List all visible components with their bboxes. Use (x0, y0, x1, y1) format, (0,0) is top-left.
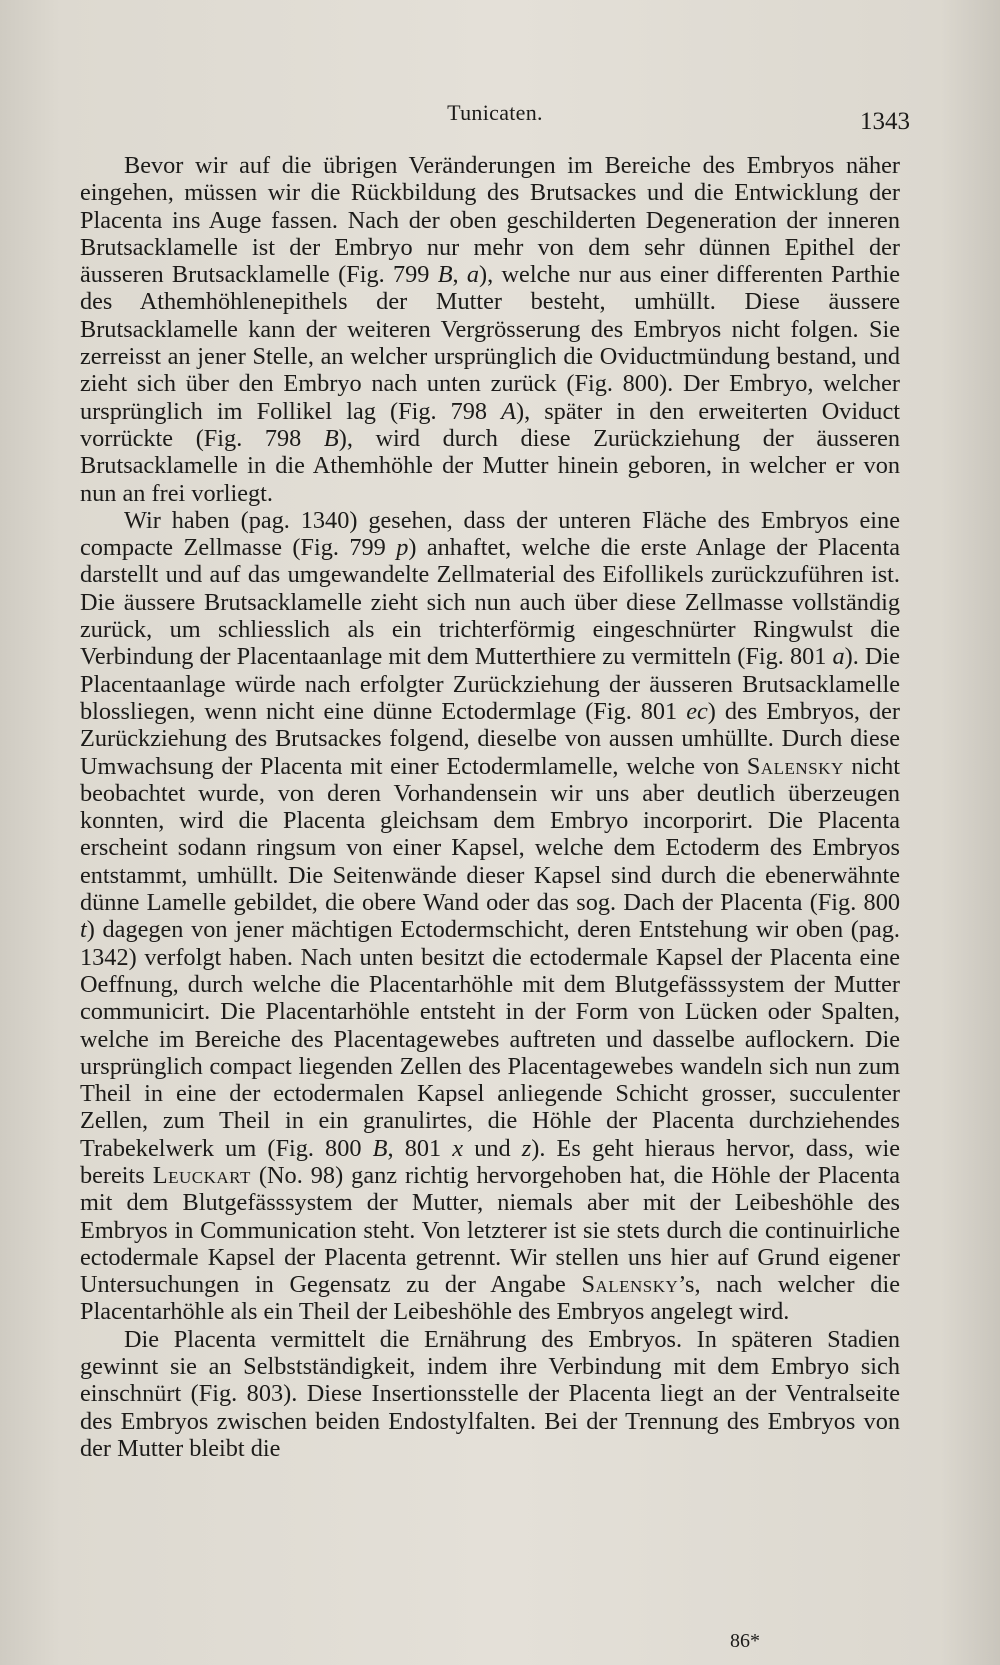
page-number: 1343 (860, 108, 910, 135)
text-run: , (452, 261, 467, 289)
text-run: ), wird durch diese Zurückziehung der äusseren Brutsacklamelle in die Athemhöhle der Mutter hinein geboren, in welcher er von nun an frei vorliegt. (80, 424, 901, 507)
signature-mark: 86* (730, 1630, 760, 1652)
figure-reference: B (323, 424, 339, 452)
figure-reference: B (372, 1134, 388, 1162)
text-run: ). Die Placentaanlage würde nach erfolgter Zurückziehung der äusseren Brutsacklamelle blossliegen, wenn nicht eine dünne Ectodermlage (Fig. 801 (80, 643, 900, 725)
figure-reference: A (501, 397, 516, 425)
figure-reference: a (832, 643, 845, 671)
figure-reference: t (80, 916, 87, 944)
figure-reference: ec (686, 697, 708, 725)
text-run: Wir haben (pag. 1340) gesehen, dass der unteren Fläche des Embryos eine compacte Zellmasse (Fig. 799 (80, 506, 900, 562)
text-run: ’s, nach welcher die Placentarhöhle als ein Theil der Leibeshöhle des Embryos angelegt wird. (80, 1271, 900, 1326)
author-name: Salensky (581, 1271, 679, 1299)
figure-reference: B (437, 261, 453, 289)
text-run: Bevor wir auf die übrigen Veränderungen im Bereiche des Embryos näher eingehen, müssen wir die Rückbildung des Brutsackes und die Entwicklung der Placenta ins Auge fassen. Nach der oben geschilderten Degeneration der inneren Brutsacklamelle ist der Embryo nur mehr von dem sehr dünnen Epithel der äusseren Brutsacklamelle (Fig. 799 (80, 152, 900, 289)
author-name: Salensky (746, 752, 844, 780)
text-run: ), welche nur aus einer differenten Parthie des Athemhöhlenepithels der Mutter besteht, umhüllt. Diese äussere Brutsacklamelle kann der weiteren Vergrösserung des Embryos nicht folgen. Sie zerreisst an jener Stelle, an welcher ursprünglich die Oviductmündung bestand, und zieht sich über den Embryo nach unten zurück (Fig. 800). Der Embryo, welcher ursprünglich im Follikel lag (Fig. 798 (80, 261, 900, 425)
text-run: ), später in den erweiterten Oviduct vorrückte (Fig. 798 (80, 397, 900, 452)
text-run: ) anhaftet, welche die erste Anlage der Placenta darstellt und auf das umgewandelte Zellmaterial des Eifollikels zurückzuführen ist. Die äussere Brutsacklamelle zieht sich nun auch über diese Zellmasse vollständig zurück, um schliesslich als ein trichterförmig eingeschnürter Ringwulst die Verbindung der Placentaanlage mit dem Mutterthiere zu vermitteln (Fig. 801 (80, 534, 900, 671)
text-run: ) dagegen von jener mächtigen Ectodermschicht, deren Entstehung wir oben (pag. 1342) verfolgt haben. Nach unten besitzt die ectodermale Kapsel der Placenta eine Oeffnung, durch welche die Placentarhöhle mit dem Blutgefässsystem der Mutter communicirt. Die Placentarhöhle entsteht in der Form von Lücken oder Spalten, welche im Bereiche des Placentagewebes auftreten und dasselbe auflockern. Die ursprünglich compact liegenden Zellen des Placentagewebes wandeln sich nun zum Theil in eine der ectodermalen Kapsel anliegende Schicht grosser, succulenter Zellen, zum Theil in ein granulirtes, die Höhle der Placenta durchziehendes Trabekelwerk um (Fig. 800 (80, 916, 900, 1162)
text-run: ) des Embryos, der Zurückziehung des Brutsackes folgend, dieselbe von aussen umhüllte. Durch diese Umwachsung der Placenta mit einer Ectodermlamelle, welche von (80, 697, 900, 780)
paragraph (80, 1326, 900, 1462)
text-run: (No. 98) ganz richtig hervorgehoben hat, die Höhle der Placenta mit dem Blutgefässsystem der Mutter, niemals aber mit der Leibeshöhle des Embryos in Communication steht. Von letzterer ist sie stets durch die continuirliche ectodermale Kapsel der Placenta getrennt. Wir stellen uns hier auf Grund eigener Untersuchungen in Gegensatz zu der Angabe (80, 1161, 900, 1299)
running-head: Tunicaten. (447, 100, 543, 125)
page-header (80, 100, 910, 140)
text-run: ). Es geht hieraus hervor, dass, wie bereits (80, 1134, 900, 1189)
figure-reference: p (396, 534, 409, 562)
body-text (80, 152, 900, 1462)
paragraph (80, 152, 900, 507)
text-run: nicht beobachtet wurde, von deren Vorhandensein wir uns aber deutlich überzeugen konnten, wird die Placenta gleichsam dem Embryo incorporirt. Die Placenta erscheint sodann ringsum von einer Kapsel, welche dem Ectoderm des Embryos entstammt, umhüllt. Die Seitenwände dieser Kapsel sind durch die ebenerwähnte dünne Lamelle gebildet, die obere Wand oder das sog. Dach der Placenta (Fig. 800 (80, 752, 901, 917)
figure-reference: a (466, 261, 480, 289)
text-run: und (463, 1134, 522, 1162)
paragraph (80, 507, 900, 1326)
figure-reference: z (521, 1134, 532, 1162)
text-run: , 801 (387, 1134, 453, 1162)
figure-reference: x (452, 1134, 464, 1162)
author-name: Leuckart (152, 1161, 251, 1189)
text-run: Die Placenta vermittelt die Ernährung des Embryos. In späteren Stadien gewinnt sie an Selbstständigkeit, indem ihre Verbindung mit dem Embryo sich einschnürt (Fig. 803). Diese Insertionsstelle der Placenta liegt an der Ventralseite des Embryos zwischen beiden Endostylfalten. Bei der Trennung des Embryos von der Mutter bleibt die (80, 1325, 900, 1462)
